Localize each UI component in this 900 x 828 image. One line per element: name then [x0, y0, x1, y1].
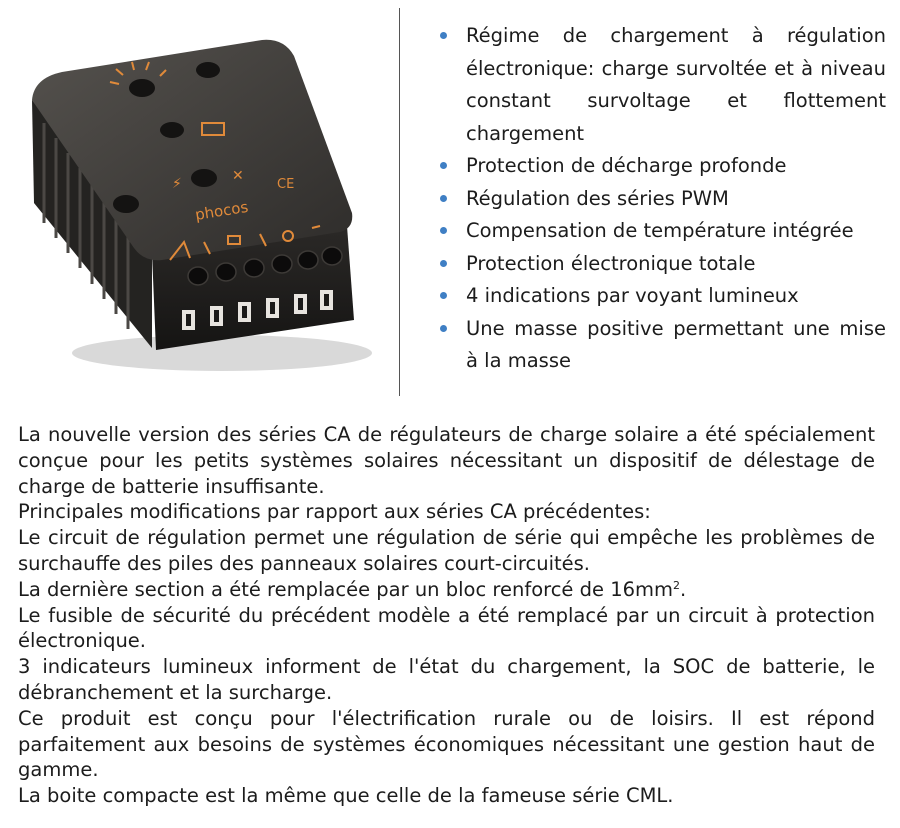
feature-item: 4 indications par voyant lumineux: [440, 280, 886, 313]
vertical-divider: [399, 8, 400, 396]
paragraph: La boite compacte est la même que celle de la fameuse série CML.: [18, 784, 674, 808]
feature-list: [440, 20, 886, 378]
brand-logo: phocos: [193, 197, 250, 224]
drop-shadow: [72, 335, 372, 371]
load-icon: ⚡: [172, 176, 182, 192]
superscript: 2: [673, 578, 681, 592]
charge-controller-image: [22, 28, 372, 388]
paragraph: Le circuit de régulation permet une régulation de série qui empêche les problèmes de surchauffe des piles des panneaux solaires court-circuités.: [18, 526, 875, 575]
feature-item: Régulation des séries PWM: [440, 183, 886, 216]
feature-item: Régime de chargement à régulation électronique: charge survoltée et à niveau constant survoltage et flottement chargement: [440, 20, 886, 150]
feature-item: Compensation de température intégrée: [440, 215, 886, 248]
ce-mark: CE: [277, 177, 295, 192]
paragraph-text: La dernière section a été remplacée par un bloc renforcé de 16mm: [18, 577, 674, 601]
feature-item: Une masse positive permettant une mise à la masse: [440, 313, 886, 378]
feature-item: Protection de décharge profonde: [440, 150, 886, 183]
top-section: [0, 0, 900, 400]
paragraph: [18, 577, 875, 603]
paragraph: Le fusible de sécurité du précédent modèle a été remplacé par un circuit à protection électronique.: [18, 603, 875, 653]
paragraph: Principales modifications par rapport aux séries CA précédentes:: [18, 500, 651, 524]
paragraph: La nouvelle version des séries CA de régulateurs de charge solaire a été spécialement conçue pour les petits systèmes solaires nécessitant un dispositif de délestage de charge de batterie insuffisante.: [18, 423, 875, 498]
paragraph-end: .: [680, 577, 687, 601]
paragraph: 3 indicateurs lumineux informent de l'état du chargement, la SOC de batterie, le débranchement et la surcharge.: [18, 655, 875, 704]
paragraph: Ce produit est conçu pour l'électrification rurale ou de loisirs. Il est répond parfaitement aux besoins de systèmes économiques nécessitant une gestion haut de gamme.: [18, 706, 875, 782]
feature-item: Protection électronique totale: [440, 248, 886, 281]
description: [18, 422, 875, 809]
disconnect-icon: ✕: [232, 168, 244, 184]
